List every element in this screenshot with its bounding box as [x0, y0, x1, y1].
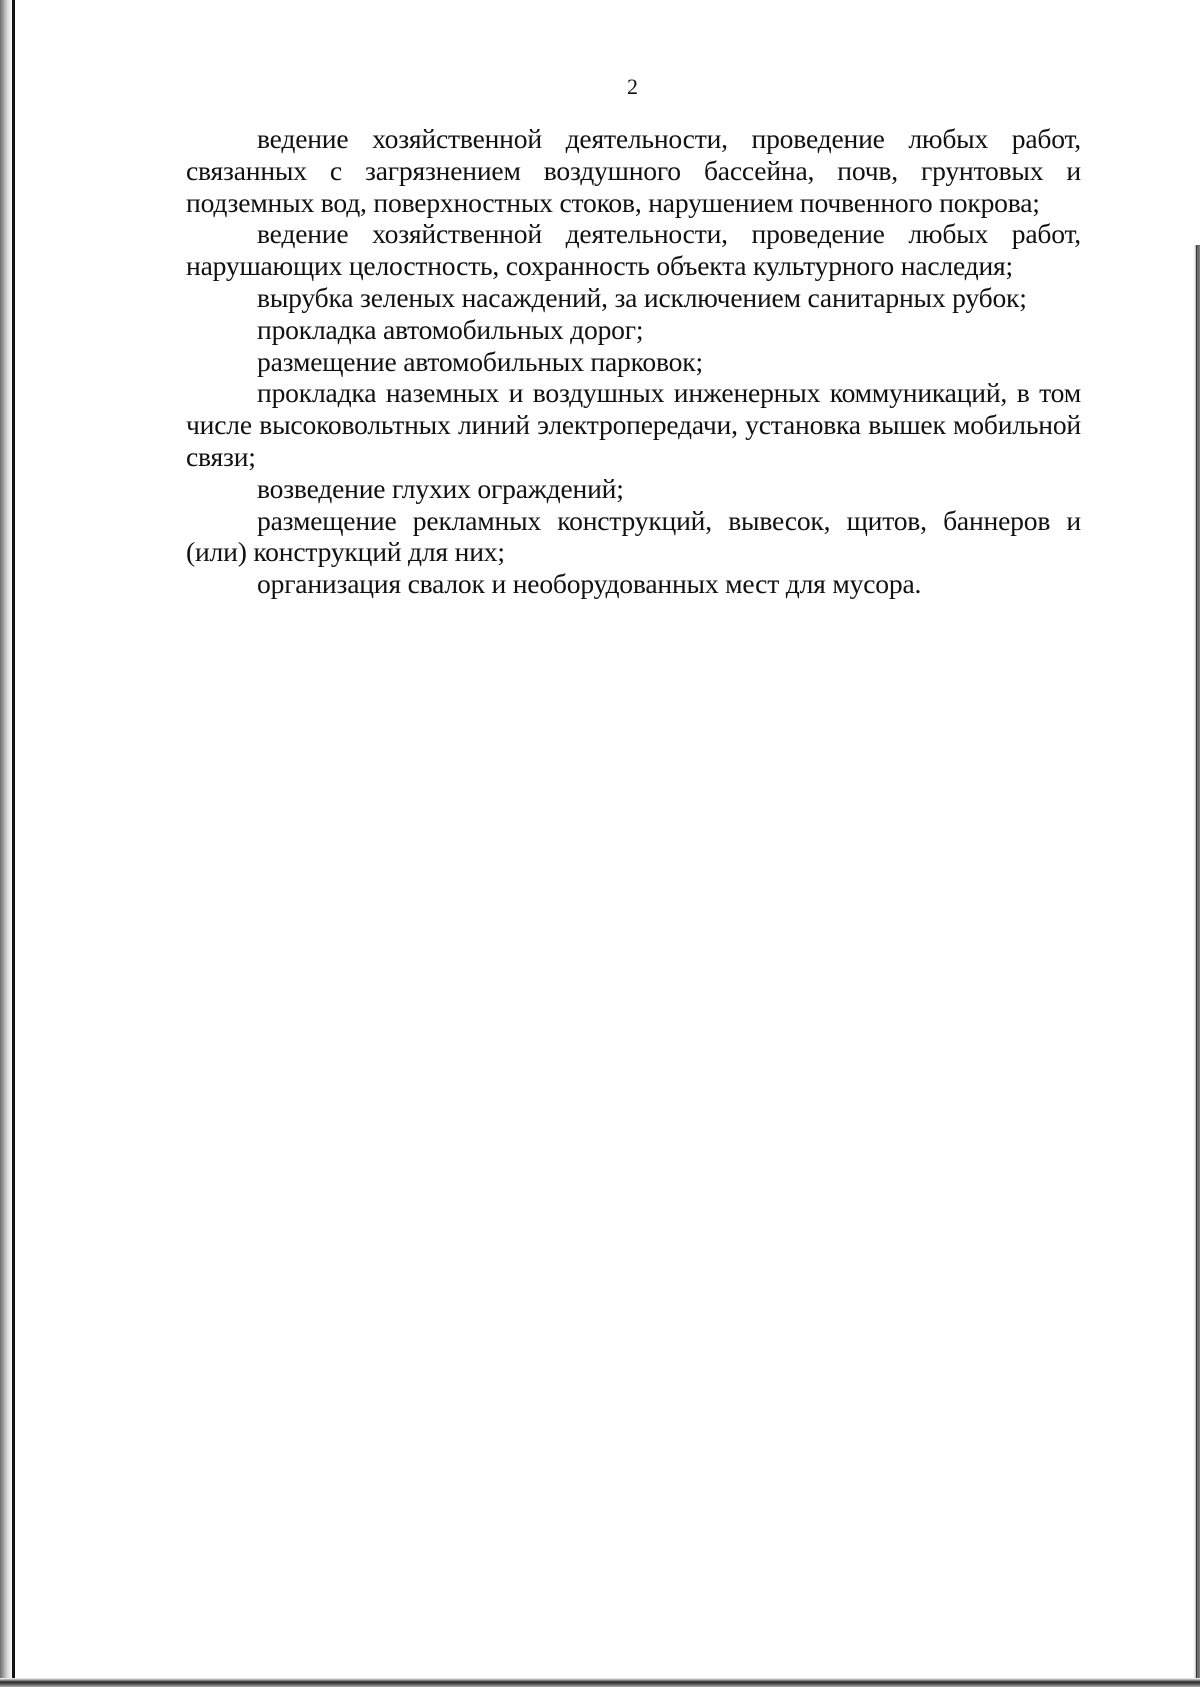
document-body	[186, 123, 1081, 600]
paragraph-road-construction: прокладка автомобильных дорог;	[257, 313, 644, 345]
page-number: 2	[627, 74, 638, 99]
scan-edge-left	[0, 0, 12, 1687]
scan-edge-right-line	[1196, 245, 1197, 1687]
paragraph-tree-felling: вырубка зеленых насаждений, за исключением санитарных рубок;	[257, 281, 1027, 313]
paragraph-economic-activity-pollution: ведение хозяйственной деятельности, проведение любых работ, связанных с загрязнением воздушного бассейна, почв, грунтовых и подземных вод, поверхностных стоков, нарушением почвенного покрова;	[186, 123, 1081, 218]
paragraph-economic-activity-heritage: ведение хозяйственной деятельности, проведение любых работ, нарушающих целостность, сохранность объекта культурного наследия;	[186, 218, 1081, 282]
scan-edge-left-line	[12, 0, 15, 1687]
paragraph-solid-fences: возведение глухих ограждений;	[257, 472, 624, 504]
paragraph-parking: размещение автомобильных парковок;	[257, 345, 703, 377]
paragraph-dumps: организация свалок и необорудованных мест для мусора.	[257, 568, 922, 600]
paragraph-utilities: прокладка наземных и воздушных инженерных коммуникаций, в том числе высоковольтных линий электропередачи, установка вышек мобильной связи;	[186, 377, 1081, 472]
scan-edge-right	[1194, 245, 1200, 1687]
scan-edge-bottom	[0, 1678, 1200, 1687]
paragraph-advertising: размещение рекламных конструкций, вывесок, щитов, баннеров и (или) конструкций для них;	[186, 504, 1081, 568]
